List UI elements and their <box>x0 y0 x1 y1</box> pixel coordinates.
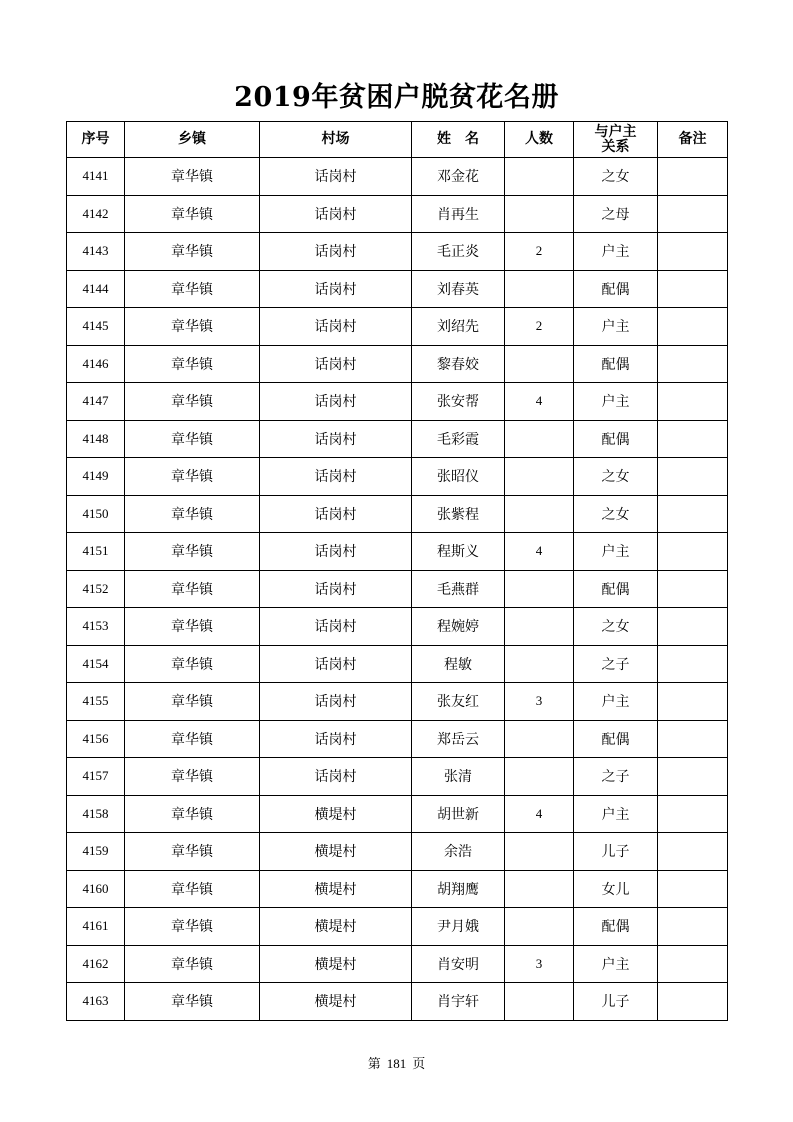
cell-notes <box>658 270 728 308</box>
cell-village: 话岗村 <box>260 233 412 271</box>
cell-relation: 之母 <box>574 195 658 233</box>
cell-village: 话岗村 <box>260 195 412 233</box>
cell-notes <box>658 420 728 458</box>
cell-relation: 户主 <box>574 945 658 983</box>
cell-seq: 4154 <box>67 645 125 683</box>
header-relation-line1: 与户主 <box>594 123 637 140</box>
cell-town: 章华镇 <box>125 345 260 383</box>
table-row <box>67 195 728 233</box>
table-body <box>67 158 728 1021</box>
cell-village: 横堤村 <box>260 870 412 908</box>
cell-town: 章华镇 <box>125 945 260 983</box>
cell-notes <box>658 720 728 758</box>
cell-count <box>505 908 574 946</box>
cell-name: 邓金花 <box>412 158 505 196</box>
cell-notes <box>658 870 728 908</box>
cell-seq: 4158 <box>67 795 125 833</box>
cell-name: 毛燕群 <box>412 570 505 608</box>
cell-count: 4 <box>505 383 574 421</box>
table-row <box>67 458 728 496</box>
page-title: 2019年贫困户脱贫花名册 <box>234 82 559 113</box>
cell-village: 横堤村 <box>260 795 412 833</box>
cell-notes <box>658 345 728 383</box>
cell-relation: 之女 <box>574 608 658 646</box>
table-row <box>67 908 728 946</box>
table-row <box>67 758 728 796</box>
cell-town: 章华镇 <box>125 908 260 946</box>
cell-seq: 4153 <box>67 608 125 646</box>
cell-village: 话岗村 <box>260 495 412 533</box>
table-header-row <box>67 122 728 158</box>
cell-count: 2 <box>505 233 574 271</box>
cell-town: 章华镇 <box>125 308 260 346</box>
cell-village: 横堤村 <box>260 908 412 946</box>
cell-village: 话岗村 <box>260 720 412 758</box>
cell-seq: 4144 <box>67 270 125 308</box>
cell-notes <box>658 758 728 796</box>
cell-count <box>505 983 574 1021</box>
cell-notes <box>658 233 728 271</box>
cell-town: 章华镇 <box>125 608 260 646</box>
cell-count <box>505 833 574 871</box>
cell-relation: 配偶 <box>574 720 658 758</box>
cell-name: 黎春姣 <box>412 345 505 383</box>
cell-name: 肖宇轩 <box>412 983 505 1021</box>
cell-town: 章华镇 <box>125 420 260 458</box>
header-notes: 备注 <box>658 122 728 158</box>
table-row <box>67 533 728 571</box>
cell-relation: 之女 <box>574 158 658 196</box>
cell-village: 话岗村 <box>260 420 412 458</box>
table-row <box>67 720 728 758</box>
table-row <box>67 158 728 196</box>
cell-count <box>505 608 574 646</box>
table-row <box>67 983 728 1021</box>
cell-town: 章华镇 <box>125 383 260 421</box>
table-row <box>67 420 728 458</box>
cell-name: 余浩 <box>412 833 505 871</box>
cell-village: 话岗村 <box>260 645 412 683</box>
cell-name: 程斯义 <box>412 533 505 571</box>
cell-town: 章华镇 <box>125 533 260 571</box>
cell-relation: 户主 <box>574 233 658 271</box>
header-relation <box>574 122 658 158</box>
cell-seq: 4142 <box>67 195 125 233</box>
cell-notes <box>658 458 728 496</box>
table-row <box>67 383 728 421</box>
cell-village: 话岗村 <box>260 308 412 346</box>
cell-seq: 4159 <box>67 833 125 871</box>
cell-village: 话岗村 <box>260 570 412 608</box>
cell-village: 话岗村 <box>260 458 412 496</box>
cell-count <box>505 645 574 683</box>
cell-village: 话岗村 <box>260 383 412 421</box>
cell-village: 横堤村 <box>260 945 412 983</box>
cell-count: 3 <box>505 683 574 721</box>
cell-town: 章华镇 <box>125 645 260 683</box>
cell-notes <box>658 945 728 983</box>
cell-village: 话岗村 <box>260 608 412 646</box>
cell-relation: 之子 <box>574 645 658 683</box>
cell-seq: 4149 <box>67 458 125 496</box>
cell-notes <box>658 908 728 946</box>
cell-notes <box>658 645 728 683</box>
table-row <box>67 795 728 833</box>
table-row <box>67 570 728 608</box>
table-row <box>67 683 728 721</box>
cell-relation: 户主 <box>574 383 658 421</box>
cell-relation: 配偶 <box>574 345 658 383</box>
cell-seq: 4146 <box>67 345 125 383</box>
cell-town: 章华镇 <box>125 833 260 871</box>
cell-name: 肖再生 <box>412 195 505 233</box>
cell-count <box>505 458 574 496</box>
cell-count <box>505 870 574 908</box>
cell-town: 章华镇 <box>125 458 260 496</box>
table-row <box>67 308 728 346</box>
cell-town: 章华镇 <box>125 795 260 833</box>
cell-relation: 户主 <box>574 795 658 833</box>
cell-village: 话岗村 <box>260 158 412 196</box>
cell-relation: 女儿 <box>574 870 658 908</box>
cell-seq: 4151 <box>67 533 125 571</box>
header-relation-line2: 关系 <box>601 138 630 155</box>
cell-count <box>505 158 574 196</box>
cell-name: 张友红 <box>412 683 505 721</box>
cell-seq: 4161 <box>67 908 125 946</box>
cell-town: 章华镇 <box>125 233 260 271</box>
header-count: 人数 <box>505 122 574 158</box>
footer-suffix: 页 <box>412 1057 426 1072</box>
cell-town: 章华镇 <box>125 983 260 1021</box>
cell-seq: 4155 <box>67 683 125 721</box>
cell-name: 张昭仪 <box>412 458 505 496</box>
cell-relation: 儿子 <box>574 983 658 1021</box>
cell-town: 章华镇 <box>125 495 260 533</box>
header-town: 乡镇 <box>125 122 260 158</box>
table-row <box>67 833 728 871</box>
cell-seq: 4145 <box>67 308 125 346</box>
cell-count <box>505 420 574 458</box>
cell-town: 章华镇 <box>125 270 260 308</box>
table-row <box>67 345 728 383</box>
cell-town: 章华镇 <box>125 158 260 196</box>
header-seq: 序号 <box>67 122 125 158</box>
cell-notes <box>658 495 728 533</box>
cell-notes <box>658 195 728 233</box>
cell-name: 毛正炎 <box>412 233 505 271</box>
page-number: 181 <box>386 1056 407 1071</box>
cell-town: 章华镇 <box>125 758 260 796</box>
cell-notes <box>658 308 728 346</box>
cell-name: 刘绍先 <box>412 308 505 346</box>
table-row <box>67 233 728 271</box>
cell-village: 横堤村 <box>260 983 412 1021</box>
cell-seq: 4163 <box>67 983 125 1021</box>
cell-seq: 4150 <box>67 495 125 533</box>
cell-relation: 配偶 <box>574 908 658 946</box>
cell-town: 章华镇 <box>125 870 260 908</box>
cell-count <box>505 720 574 758</box>
cell-seq: 4162 <box>67 945 125 983</box>
header-name: 姓 名 <box>412 122 505 158</box>
cell-relation: 配偶 <box>574 420 658 458</box>
cell-town: 章华镇 <box>125 720 260 758</box>
cell-relation: 户主 <box>574 533 658 571</box>
cell-name: 张紫程 <box>412 495 505 533</box>
cell-seq: 4157 <box>67 758 125 796</box>
cell-relation: 之子 <box>574 758 658 796</box>
cell-town: 章华镇 <box>125 195 260 233</box>
cell-village: 话岗村 <box>260 758 412 796</box>
cell-village: 话岗村 <box>260 345 412 383</box>
cell-name: 毛彩霞 <box>412 420 505 458</box>
cell-village: 话岗村 <box>260 683 412 721</box>
cell-name: 胡世新 <box>412 795 505 833</box>
page-footer <box>0 1055 793 1074</box>
cell-town: 章华镇 <box>125 683 260 721</box>
cell-relation: 儿子 <box>574 833 658 871</box>
cell-notes <box>658 833 728 871</box>
cell-notes <box>658 683 728 721</box>
cell-notes <box>658 533 728 571</box>
cell-notes <box>658 795 728 833</box>
cell-count <box>505 195 574 233</box>
table-row <box>67 608 728 646</box>
cell-count: 3 <box>505 945 574 983</box>
cell-name: 尹月娥 <box>412 908 505 946</box>
cell-name: 胡翔鹰 <box>412 870 505 908</box>
cell-count <box>505 758 574 796</box>
table-row <box>67 495 728 533</box>
cell-count: 4 <box>505 795 574 833</box>
table-row <box>67 645 728 683</box>
cell-notes <box>658 983 728 1021</box>
table-row <box>67 870 728 908</box>
cell-seq: 4152 <box>67 570 125 608</box>
cell-notes <box>658 383 728 421</box>
cell-relation: 配偶 <box>574 270 658 308</box>
cell-name: 程敏 <box>412 645 505 683</box>
footer-prefix: 第 <box>367 1057 381 1072</box>
table-row <box>67 945 728 983</box>
cell-relation: 之女 <box>574 458 658 496</box>
cell-count <box>505 345 574 383</box>
header-village: 村场 <box>260 122 412 158</box>
cell-relation: 户主 <box>574 683 658 721</box>
cell-seq: 4156 <box>67 720 125 758</box>
cell-count: 2 <box>505 308 574 346</box>
cell-name: 张清 <box>412 758 505 796</box>
cell-count <box>505 270 574 308</box>
cell-count <box>505 570 574 608</box>
cell-relation: 之女 <box>574 495 658 533</box>
cell-town: 章华镇 <box>125 570 260 608</box>
roster-table <box>66 121 728 1021</box>
cell-name: 肖安明 <box>412 945 505 983</box>
cell-relation: 配偶 <box>574 570 658 608</box>
cell-village: 横堤村 <box>260 833 412 871</box>
cell-village: 话岗村 <box>260 533 412 571</box>
cell-count: 4 <box>505 533 574 571</box>
cell-notes <box>658 158 728 196</box>
cell-name: 刘春英 <box>412 270 505 308</box>
cell-name: 程婉婷 <box>412 608 505 646</box>
cell-seq: 4147 <box>67 383 125 421</box>
cell-seq: 4141 <box>67 158 125 196</box>
cell-village: 话岗村 <box>260 270 412 308</box>
table-row <box>67 270 728 308</box>
cell-notes <box>658 570 728 608</box>
cell-seq: 4143 <box>67 233 125 271</box>
cell-relation: 户主 <box>574 308 658 346</box>
cell-seq: 4160 <box>67 870 125 908</box>
cell-name: 张安帮 <box>412 383 505 421</box>
cell-notes <box>658 608 728 646</box>
cell-count <box>505 495 574 533</box>
cell-seq: 4148 <box>67 420 125 458</box>
cell-name: 郑岳云 <box>412 720 505 758</box>
